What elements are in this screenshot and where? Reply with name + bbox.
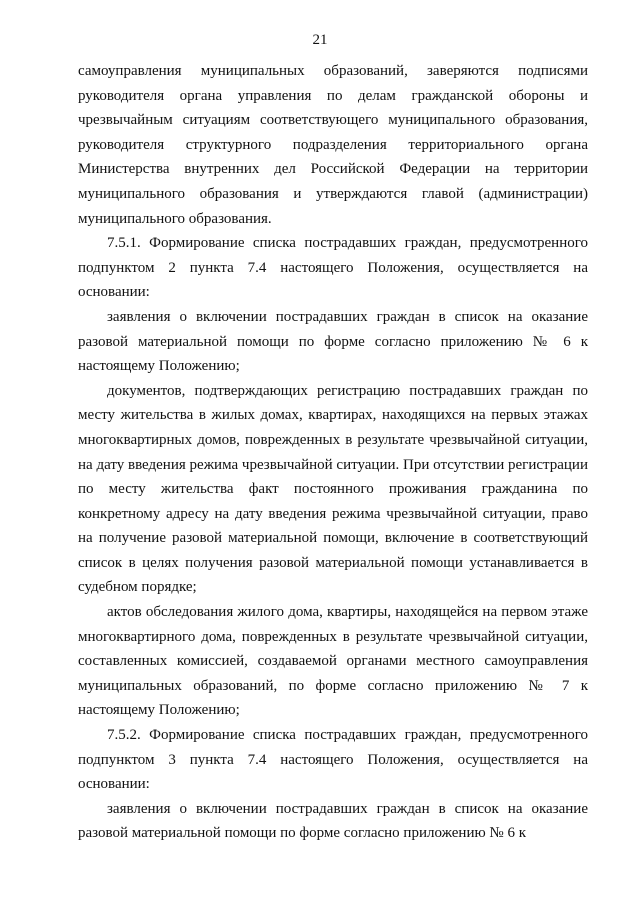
paragraph-application-item: заявления о включении пострадавших граждан в список на оказание разовой материальной помощи по форме согласно приложению № 6 к настоящему Положению;	[78, 308, 588, 375]
paragraph-continuation: самоуправления муниципальных образований, заверяются подписями руководителя органа управления по делам гражданской обороны и чрезвычайным ситуациям соответствующего муниципального образования, руководителя структурного подразделения территориального органа Министерства внутренних дел Российской Федерации на территории муниципального образования и утверждаются главой (администрации) муниципального образования.	[78, 63, 588, 227]
document-body	[78, 59, 588, 846]
paragraph-7-5-1: 7.5.1. Формирование списка пострадавших граждан, предусмотренного подпунктом 2 пункта 7.4 настоящего Положения, осуществляется на основании:	[78, 235, 588, 301]
paragraph-inspection-acts: актов обследования жилого дома, квартиры, находящейся на первом этаже многоквартирного дома, поврежденных в результате чрезвычайной ситуации, составленных комиссией, создаваемой органами местного самоуправления муниципальных образований, по форме согласно приложению № 7 к настоящему Положению;	[78, 604, 588, 719]
paragraph-application-item-2: заявления о включении пострадавших граждан в список на оказание разовой материальной помощи по форме согласно приложению № 6 к	[78, 800, 588, 842]
paragraph-registration-documents: документов, подтверждающих регистрацию пострадавших граждан по месту жительства в жилых домах, квартирах, находящихся на первых этажах многоквартирных домов, поврежденных в результате чрезвычайной ситуации, на дату введения режима чрезвычайной ситуации. При отсутствии регистрации по месту жительства факт постоянного проживания гражданина по конкретному адресу на дату введения режима чрезвычайной ситуации, право на получение разовой материальной помощи, включение в соответствующий список в целях получения разовой материальной помощи устанавливается в судебном порядке;	[78, 382, 588, 596]
page-number: 21	[312, 32, 328, 48]
paragraph-7-5-2: 7.5.2. Формирование списка пострадавших граждан, предусмотренного подпунктом 3 пункта 7.4 настоящего Положения, осуществляется на основании:	[78, 727, 588, 793]
